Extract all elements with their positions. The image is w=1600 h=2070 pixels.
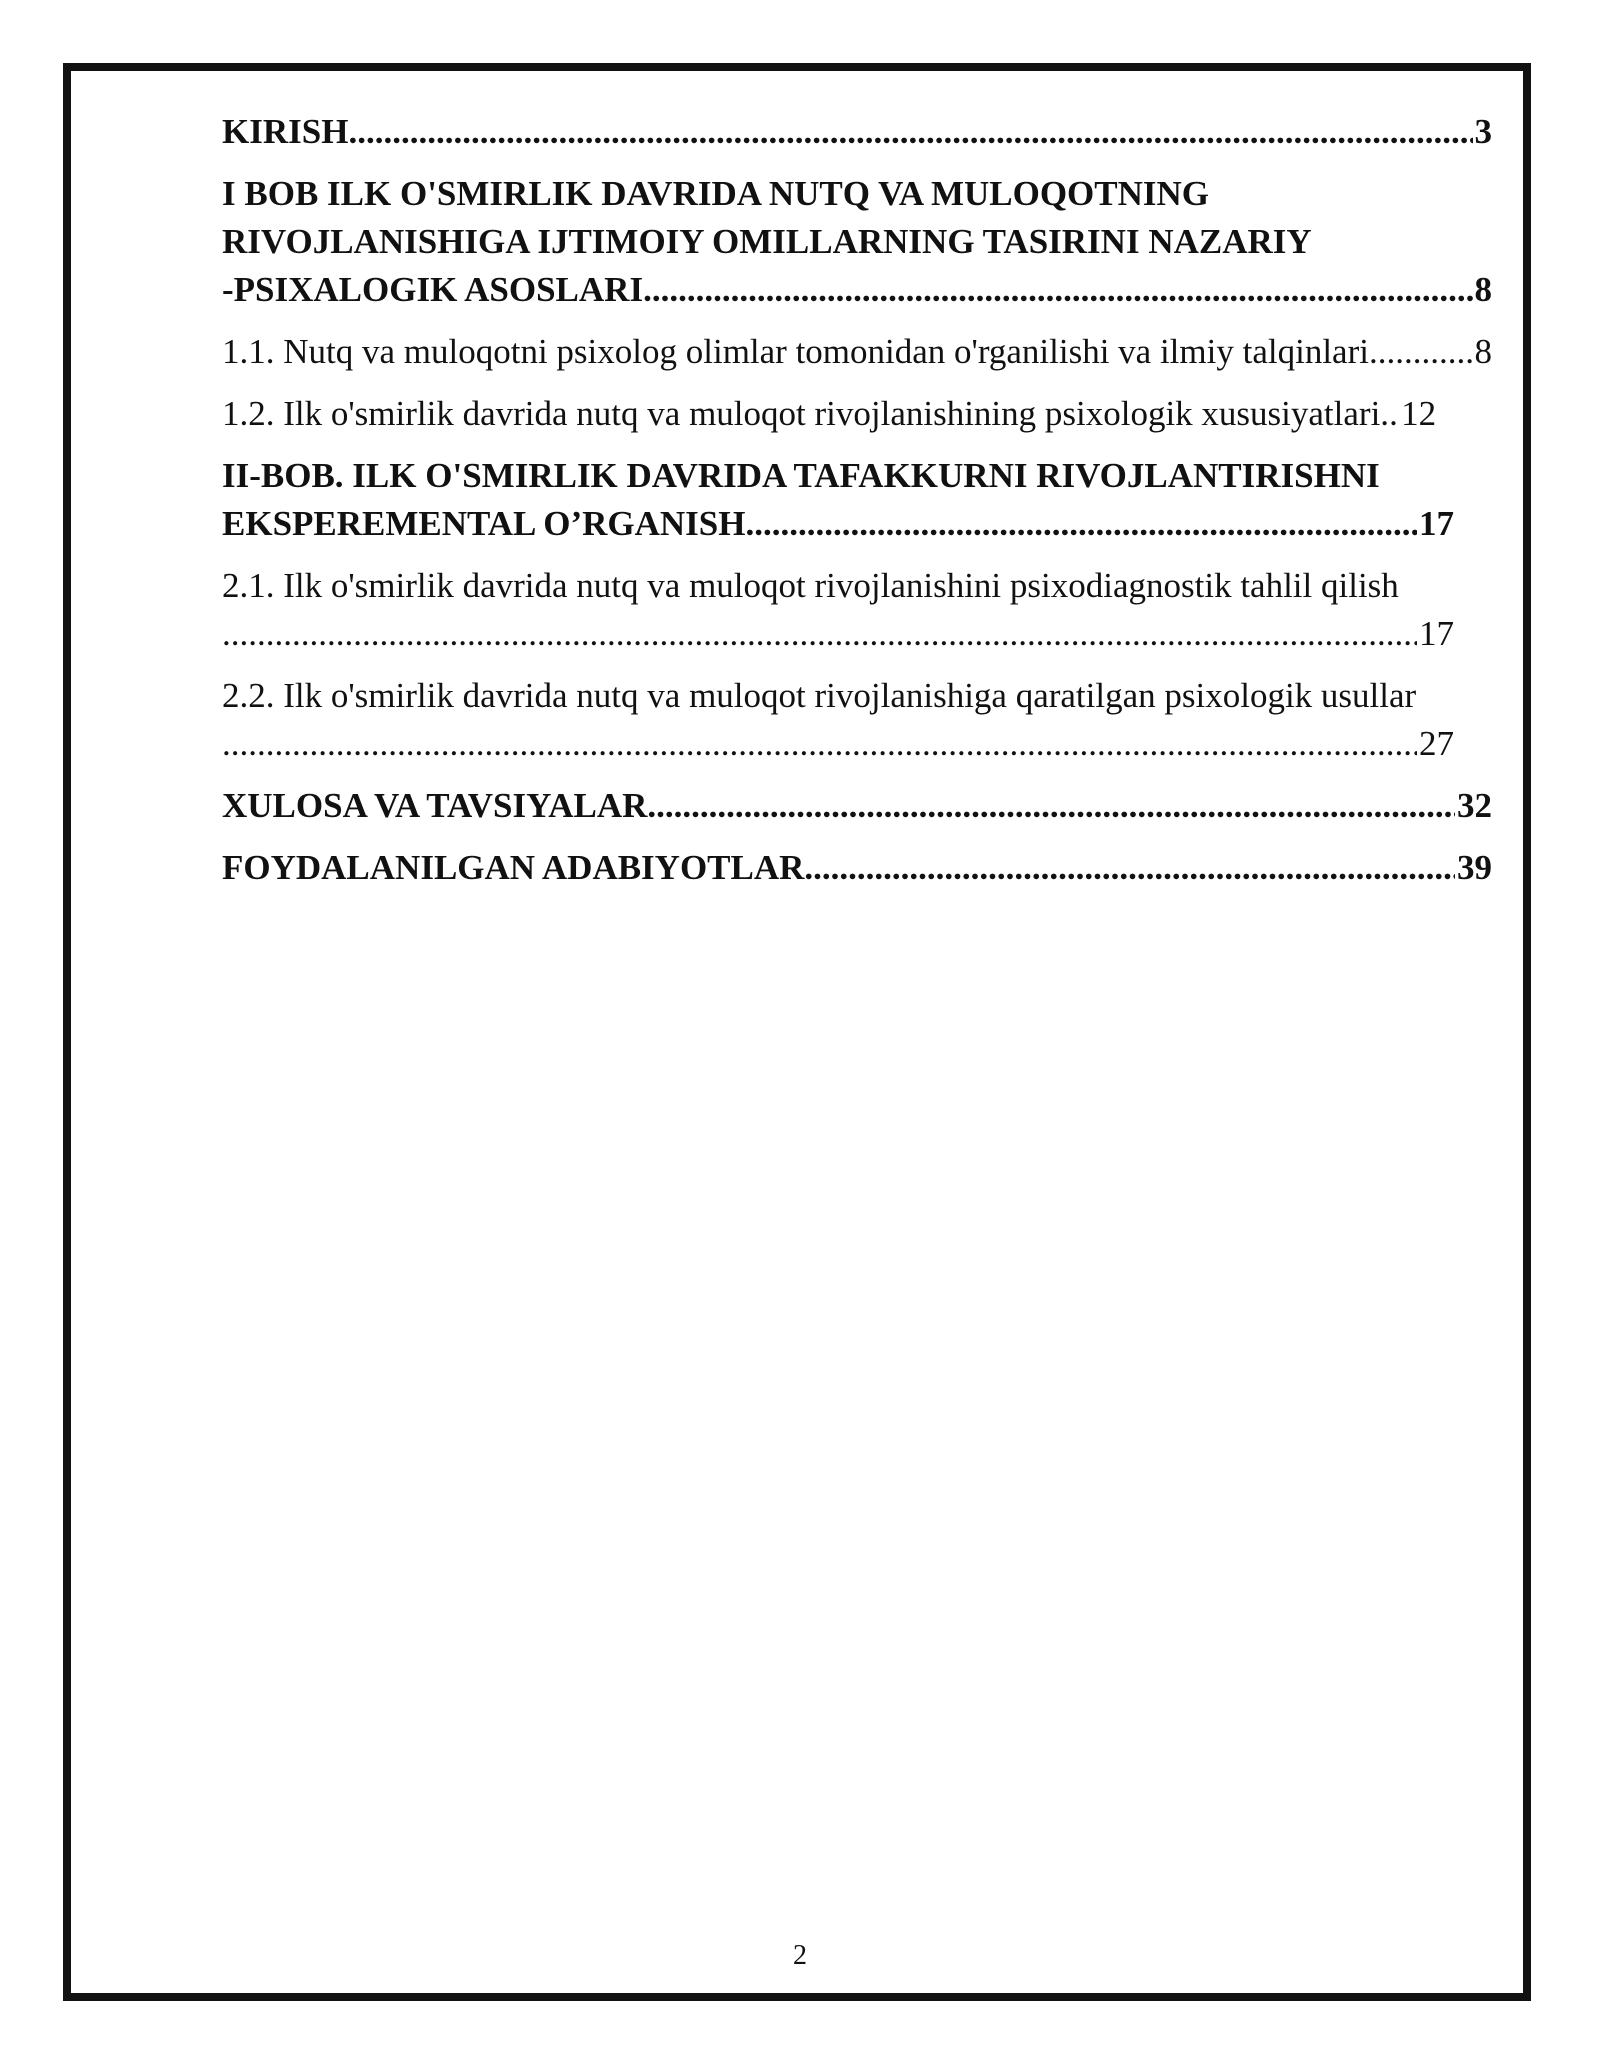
toc-leader-line [222,610,1454,658]
toc-entry-kirish[interactable] [222,108,1492,156]
toc-entry-section-1-2[interactable] [222,390,1492,438]
table-of-contents [222,108,1492,906]
toc-page-number: 17 [1419,504,1454,543]
toc-leader-line [222,844,1492,892]
page-number: 2 [793,1940,807,1971]
toc-entry-title: XULOSA VA TAVSIYALAR [222,786,648,825]
dot-leader [647,782,1455,830]
dot-leader [1369,328,1473,376]
toc-entry-title: -PSIXALOGIK ASOSLARI [222,270,644,309]
toc-entry-title: FOYDALANILGAN ADABIYOTLAR [222,848,805,887]
toc-entry-references[interactable] [222,844,1492,892]
toc-entry-title-line: II-BOB. ILK O'SMIRLIK DAVRIDA TAFAKKURNI RIVOJLANTIRISHNI [222,456,1380,495]
dot-leader [1389,390,1399,438]
toc-page-number: 39 [1457,848,1492,887]
toc-leader-line [222,108,1492,156]
dot-leader [348,108,1472,156]
dot-leader [643,266,1472,314]
toc-page-number: 17 [1419,614,1454,653]
toc-leader-line [222,328,1492,376]
toc-entry-title-line: RIVOJLANISHIGA IJTIMOIY OMILLARNING TASIRINI NAZARIY [222,222,1312,261]
toc-entry-section-2-2[interactable] [222,672,1492,768]
toc-entry-conclusion[interactable] [222,782,1492,830]
toc-entry-title-line: 2.1. Ilk o'smirlik davrida nutq va muloqot rivojlanishini psixodiagnostik tahlil qilish [222,566,1399,605]
toc-page-number: 27 [1419,724,1454,763]
toc-leader-line [222,500,1454,548]
toc-entry-chapter-1[interactable] [222,170,1492,314]
toc-entry-title: KIRISH [222,112,349,151]
dot-leader [804,844,1455,892]
toc-leader-line [222,720,1454,768]
toc-entry-title: 1.2. Ilk o'smirlik davrida nutq va muloqot rivojlanishining psixologik xususiyatlari. [222,394,1390,433]
dot-leader [222,720,1417,768]
toc-leader-line [222,782,1492,830]
toc-page-number: 12 [1401,394,1437,433]
dot-leader [222,610,1417,658]
toc-entry-title: 1.1. Nutq va muloqotni psixolog olimlar tomonidan o'rganilishi va ilmiy talqinlari [222,332,1369,371]
toc-entry-section-1-1[interactable] [222,328,1492,376]
toc-page-number: 3 [1474,112,1492,151]
toc-entry-title: EKSPEREMENTAL O’RGANISH [222,504,746,543]
toc-entry-section-2-1[interactable] [222,562,1492,658]
toc-leader-line [222,266,1492,314]
dot-leader [745,500,1417,548]
toc-page-number: 32 [1457,786,1492,825]
toc-page-number: 8 [1474,332,1492,371]
toc-leader-line [222,390,1492,438]
toc-entry-chapter-2[interactable] [222,452,1492,548]
toc-entry-title-line: 2.2. Ilk o'smirlik davrida nutq va muloqot rivojlanishiga qaratilgan psixologik usullar [222,676,1417,715]
toc-entry-title-line: I BOB ILK O'SMIRLIK DAVRIDA NUTQ VA MULOQOTNING [222,174,1210,213]
toc-page-number: 8 [1474,270,1492,309]
